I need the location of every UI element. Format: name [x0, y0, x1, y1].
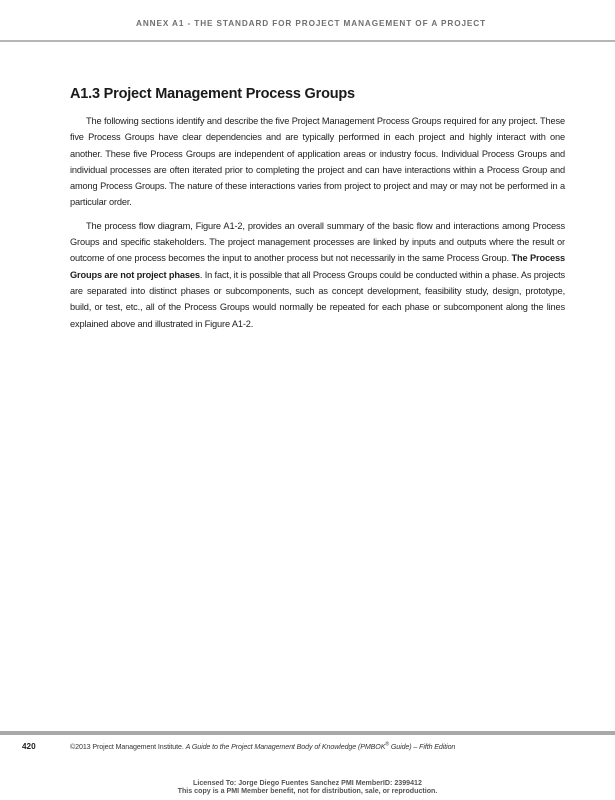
paragraph-process-flow-start: The process flow diagram, Figure A1-2, provides an overall summary of the basic flow and interactions among Process Groups and specific stakeholders. The project management processes are linked by inputs and outputs where the result or outcome of one process becomes the input to another process but not necessarily in the same Process Group. [70, 220, 565, 264]
license-holder-line: Licensed To: Jorge Diego Fuentes Sanchez PMI MemberID: 2399412 [193, 779, 422, 787]
emphasis-not-phases: The Process Groups are not project phases [70, 253, 565, 280]
paragraph-intro: The following sections identify and describe the five Project Management Process Groups required for any project. These five Process Groups have clear dependencies and are typically performed in each project and highly interact with one another. These five Process Groups are independent of application areas or industry focus. Individual Process Groups and individual processes are often iterated prior to completing the project and can have interactions within a Process Group and among Process Groups. The nature of these interactions varies from project to project and may or may not be performed in a particular order. [70, 116, 565, 208]
running-header-title: ANNEX A1 - THE STANDARD FOR PROJECT MANAGEMENT OF A PROJECT [136, 19, 486, 28]
body-text [70, 113, 565, 339]
footer-rule [0, 731, 615, 735]
paragraph-process-flow-end: . In fact, it is possible that all Process Groups could be conducted within a phase. As projects are separated into distinct phases or subcomponents, such as concept development, feasibility study, design, prototype, build, or test, etc., all of the Process Groups would normally be repeated for each phase or subcomponent along the lines explained above and illustrated in Figure A1-2. [70, 269, 565, 329]
section-title: A1.3 Project Management Process Groups [70, 86, 355, 102]
page-number: 420 [22, 742, 36, 751]
license-notice [0, 779, 615, 795]
paragraph-process-flow [70, 218, 565, 332]
book-title-main: A Guide to the Project Management Body of Knowledge (PMBOK [185, 743, 386, 751]
footer-citation [70, 743, 455, 751]
license-terms-line: This copy is a PMI Member benefit, not for distribution, sale, or reproduction. [177, 787, 438, 795]
registered-mark: ® [385, 741, 389, 748]
book-title [186, 743, 456, 751]
running-header [0, 0, 615, 42]
book-title-suffix: Guide) – Fifth Edition [388, 743, 456, 751]
copyright-text: ©2013 Project Management Institute. [70, 743, 186, 751]
